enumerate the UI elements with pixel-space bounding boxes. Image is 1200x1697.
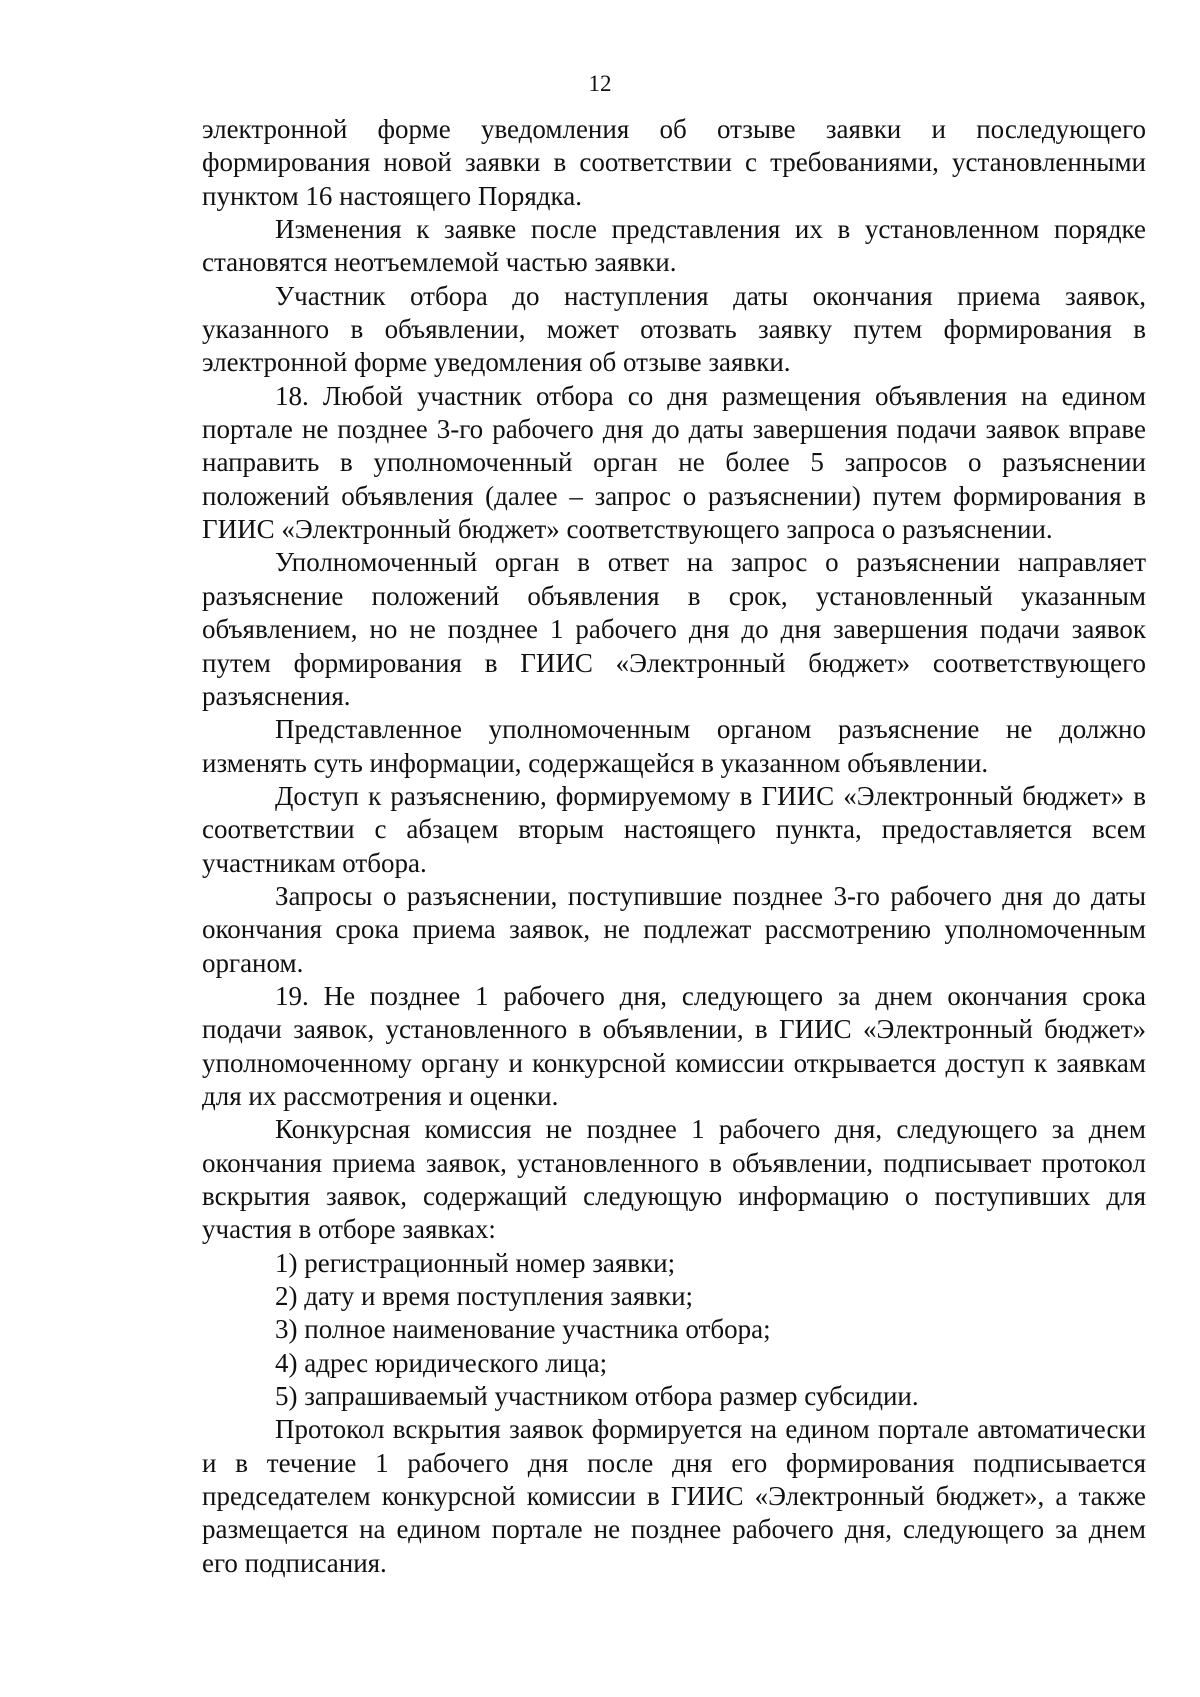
paragraph-authority-response: Уполномоченный орган в ответ на запрос о разъяснении направляет разъяснение положений объявления в срок, установленный указанным объявлением, но не позднее 1 рабочего дня до дня завершения подачи заявок путем формирования в ГИИС «Электронный бюджет» соответствующего разъяснения.	[202, 547, 1146, 711]
paragraph-late-requests: Запросы о разъяснении, поступившие позднее 3-го рабочего дня до даты окончания срока приема заявок, не подлежат рассмотрению уполномоченным органом.	[202, 880, 1146, 978]
list-item: 1) регистрационный номер заявки;	[275, 1247, 676, 1278]
protocol-info-list	[202, 1247, 1146, 1414]
paragraph-clarification-access: Доступ к разъяснению, формируемому в ГИИС «Электронный бюджет» в соответствии с абзацем вторым настоящего пункта, предоставляется всем участникам отбора.	[202, 780, 1146, 878]
list-item: 2) дату и время поступления заявки;	[275, 1281, 694, 1312]
paragraph-clause-19: 19. Не позднее 1 рабочего дня, следующего за днем окончания срока подачи заявок, установленного в объявлении, в ГИИС «Электронный бюджет» уполномоченному органу и конкурсной комиссии открывается доступ к заявкам для их рассмотрения и оценки.	[202, 980, 1146, 1111]
document-body	[202, 113, 1146, 1580]
paragraph-clarification-scope: Представленное уполномоченным органом разъяснение не должно изменять суть информации, содержащейся в указанном объявлении.	[202, 714, 1146, 778]
paragraph-clause-18: 18. Любой участник отбора со дня размещения объявления на едином портале не позднее 3-го рабочего дня до даты завершения подачи заявок вправе направить в уполномоченный орган не более 5 запросов о разъяснении положений объявления (далее – запрос о разъяснении) путем формирования в ГИИС «Электронный бюджет» соответствующего запроса о разъяснении.	[202, 380, 1146, 545]
paragraph-protocol-publication: Протокол вскрытия заявок формируется на едином портале автоматически и в течение 1 рабочего дня после дня его формирования подписывается председателем конкурсной комиссии в ГИИС «Электронный бюджет», а также размещается на едином портале не позднее рабочего дня, следующего за днем его подписания.	[202, 1414, 1146, 1578]
page-number: 12	[588, 71, 612, 96]
paragraph-changes-to-application: Изменения к заявке после представления их в установленном порядке становятся неотъемлемой частью заявки.	[202, 214, 1146, 278]
paragraph-withdraw-application: Участник отбора до наступления даты окончания приема заявок, указанного в объявлении, может отозвать заявку путем формирования в электронной форме уведомления об отзыве заявки.	[202, 280, 1146, 378]
paragraph-continuation: электронной форме уведомления об отзыве заявки и последующего формирования новой заявки в соответствии с требованиями, установленными пунктом 16 настоящего Порядка.	[202, 114, 1146, 211]
list-item: 3) полное наименование участника отбора;	[275, 1314, 771, 1345]
paragraph-commission-protocol: Конкурсная комиссия не позднее 1 рабочего дня, следующего за днем окончания приема заявок, установленного в объявлении, подписывает протокол вскрытия заявок, содержащий следующую информацию о поступивших для участия в отборе заявках:	[202, 1114, 1146, 1245]
list-item: 5) запрашиваемый участником отбора размер субсидии.	[275, 1381, 919, 1412]
list-item: 4) адрес юридического лица;	[275, 1347, 608, 1378]
